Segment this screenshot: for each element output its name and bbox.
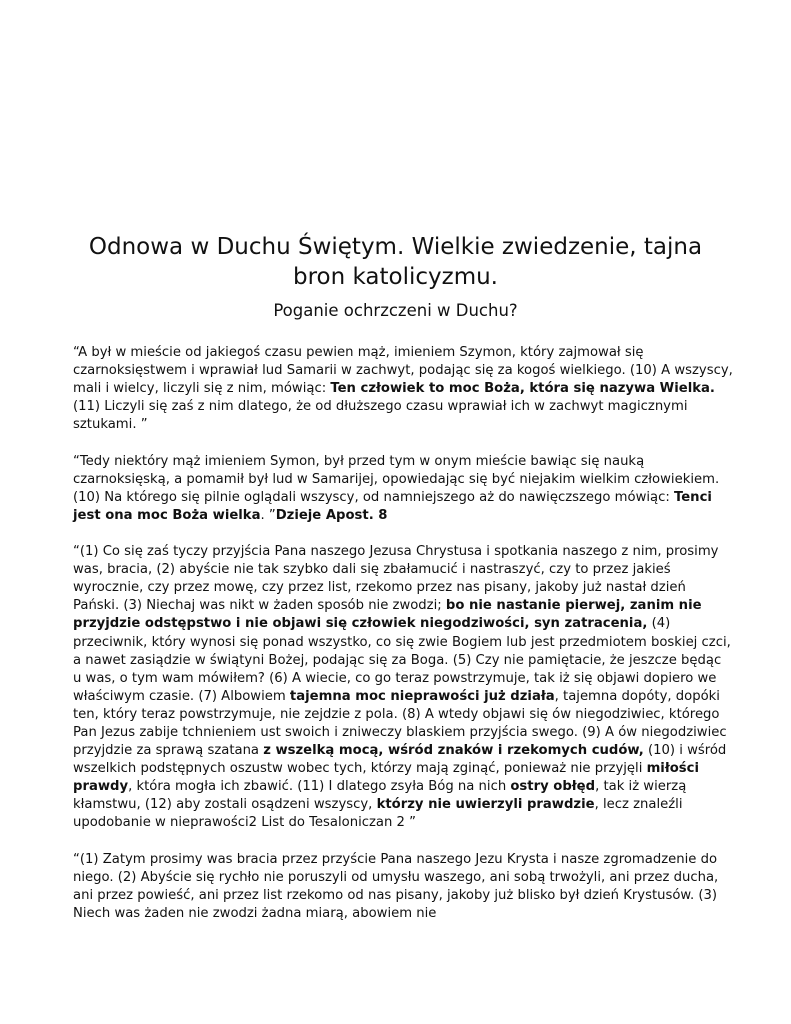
- bold-text-run: tajemna moc nieprawości już działa: [289, 688, 555, 704]
- bold-text-run: którzy nie uwierzyli prawdzie: [376, 797, 595, 813]
- text-run: . ”: [260, 507, 276, 523]
- bold-text-run: Dzieje Apost. 8: [275, 507, 388, 523]
- paragraph: [73, 543, 733, 833]
- bold-text-run: z wszelką mocą, wśród znaków i rzekomych cudów,: [263, 743, 644, 759]
- document-body: [73, 344, 733, 941]
- bold-text-run: Tenci jest ona moc Boża wielka: [73, 489, 712, 523]
- text-run: (10) i wśród wszelkich podstępnych oszustw wobec tych, którzy mają zginąć, ponieważ nie przyjęli: [73, 743, 727, 777]
- paragraph: [73, 344, 733, 434]
- bold-text-run: miłości prawdy: [73, 761, 699, 795]
- paragraph: [73, 851, 733, 923]
- text-run: “A był w mieście od jakiegoś czasu pewien mąż, imieniem Szymon, który zajmował się czarnoksięstwem i wprawiał lud Samarii w zachwyt, podając się za kogoś wielkiego. (10) A wszyscy, mali i wielcy, liczyli się z nim, mówiąc:: [73, 345, 733, 397]
- text-run: , tajemna dopóty, dopóki ten, który teraz powstrzymuje, nie zejdzie z pola. (8) A wtedy objawi się ów niegodziwiec, którego Pan Jezus zabije tchnieniem ust swoich i zniweczy blaskiem przyjścia swego. (9) A ów niegodziwiec przyjdzie za sprawą szatana: [73, 688, 727, 759]
- bold-text-run: bo nie nastanie pierwej, zanim nie przyjdzie odstępstwo i nie objawi się człowiek niegodziwości, syn zatracenia,: [73, 598, 702, 632]
- text-run: “Tedy niektóry mąż imieniem Symon, był przed tym w onym mieście bawiąc się nauką czarnoksięską, a pomamił był lud w Samarijej, opowiedając się być niejakim wielkim człowiekiem. (10) Na którego się pilnie oglądali wszyscy, od namniejszego aż do nawięczszego mówiąc:: [73, 453, 720, 505]
- text-run: , tak iż wierzą kłamstwu, (12) aby zostali osądzeni wszyscy,: [73, 779, 687, 813]
- text-run: “(1) Co się zaś tyczy przyjścia Pana naszego Jezusa Chrystusa i spotkania naszego z nim, prosimy was, bracia, (2) abyście nie tak szybko dali się zbałamucić i nastraszyć, czy to przez jakieś wyrocznie, czy przez mowę, czy przez list, rzekomo przez nas pisany, jakoby już nastał dzień Pański. (3) Niechaj was nikt w żaden sposób nie zwodzi;: [73, 544, 719, 614]
- text-run: “(1) Zatym prosimy was bracia przez przyście Pana naszego Jezu Krysta i nasze zgromadzenie do niego. (2) Abyście się rychło nie poruszyli od umysłu waszego, ani sobą trwożyli, ani przez ducha, ani przez powieść, ani przez list rzekomo od nas pisany, jakoby już blisko był dzień Krystusów. (3) Niech was żaden nie zwodzi żadna miarą, abowiem nie: [73, 851, 719, 921]
- text-run: , lecz znaleźli upodobanie w nieprawości2 List do Tesaloniczan 2 ”: [73, 797, 683, 831]
- page-subtitle: Poganie ochrzczeni w Duchu?: [273, 301, 518, 320]
- paragraph: [73, 453, 733, 525]
- text-run: (11) Liczyli się zaś z nim dlatego, że od dłuższego czasu wprawiał ich w zachwyt magicznymi sztukami. ”: [73, 399, 688, 433]
- bold-text-run: Ten człowiek to moc Boża, która się nazywa Wielka.: [330, 381, 715, 397]
- page-title: Odnowa w Duchu Świętym. Wielkie zwiedzenie, tajna bron katolicyzmu.: [88, 234, 703, 290]
- text-run: (4) przeciwnik, który wynosi się ponad wszystko, co się zwie Bogiem lub jest przedmiotem boskiej czci, a nawet zasiądzie w świątyni Bożej, podając się za Boga. (5) Czy nie pamiętacie, że jeszcze będąc u was, o tym wam mówiłem? (6) A wiecie, co go teraz powstrzymuje, tak iż się objawi dopiero we właściwym czasie. (7) Albowiem: [73, 616, 731, 704]
- bold-text-run: ostry obłęd: [510, 779, 596, 795]
- text-run: , która mogła ich zbawić. (11) I dlatego zsyła Bóg na nich: [128, 779, 511, 795]
